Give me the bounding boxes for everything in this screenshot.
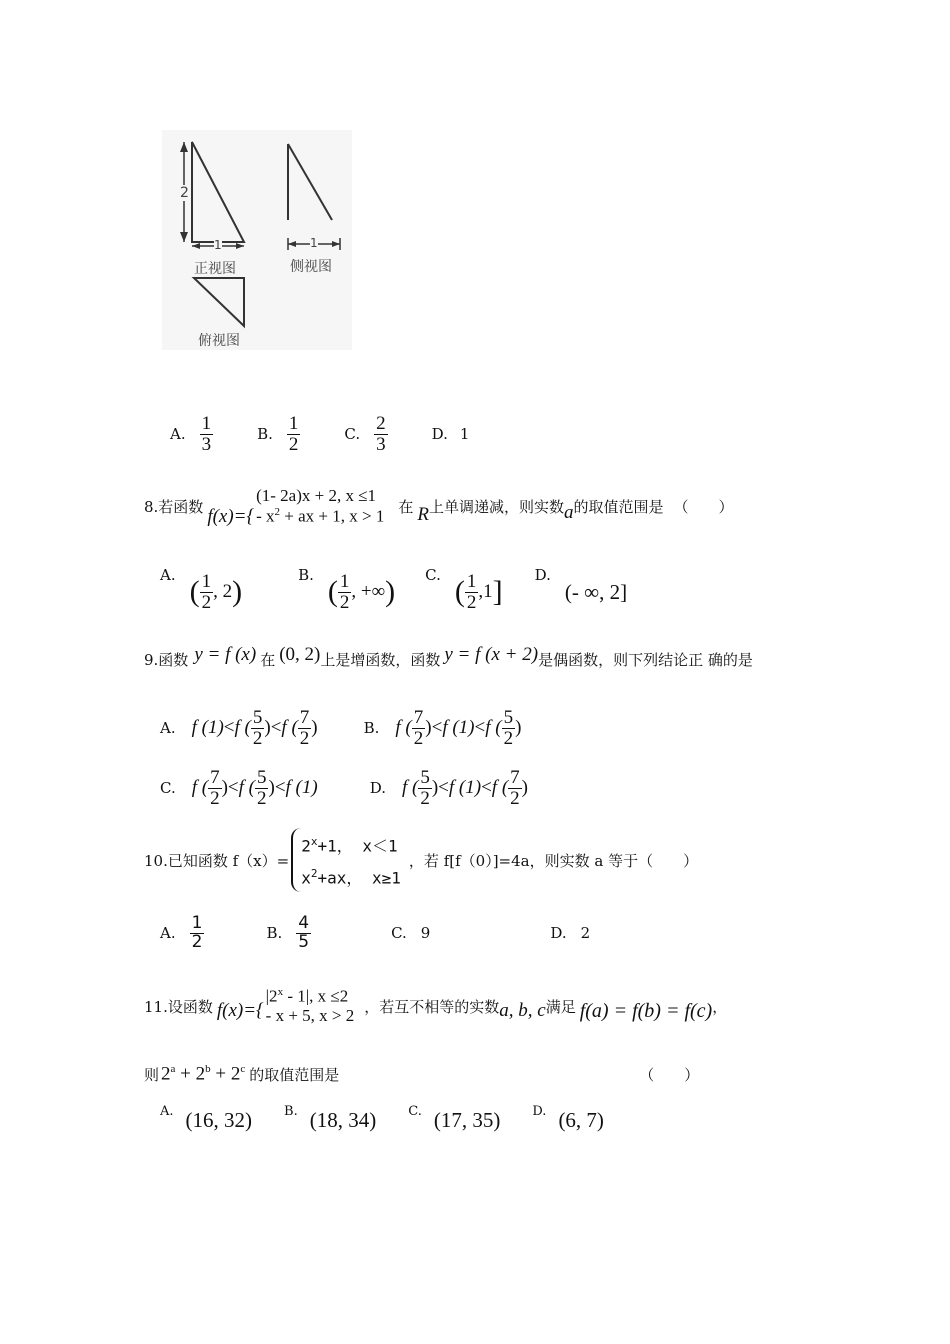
q10-option-b-letter: B. xyxy=(266,924,283,942)
height-label: 2 xyxy=(180,185,189,201)
top-view-label: 俯视图 xyxy=(198,333,240,349)
q9-prefix: 9.函数 xyxy=(144,650,189,669)
q10-option-c-value: 9 xyxy=(420,924,431,942)
q9-interval: (0, 2) xyxy=(279,644,321,665)
q9-mid: 上是增函数，函数 xyxy=(320,650,441,669)
q11-function: f(x)={ xyxy=(216,1000,264,1021)
side-view-label: 侧视图 xyxy=(290,259,332,275)
q10-option-a-letter: A. xyxy=(160,924,176,942)
q11-cases xyxy=(266,986,355,1027)
q10-stem xyxy=(144,830,698,890)
q10-option-c-letter: C. xyxy=(391,924,407,942)
q7-option-c-value: $\frac{2}{3}$ xyxy=(376,412,386,455)
q8-option-c-value: ( $\frac{1}{2}$ ,1 ] xyxy=(454,570,503,613)
q7-option-a-letter: A. xyxy=(170,425,186,443)
q10-cases xyxy=(291,828,401,893)
q7-option-b-letter: B. xyxy=(257,425,273,443)
front-width-label: 1 xyxy=(214,238,222,252)
q11-equation: f(a) = f(b) = f(c) xyxy=(579,999,713,1022)
q11-stem xyxy=(144,978,727,1034)
q11-line2 xyxy=(144,1060,699,1088)
q10-options xyxy=(160,910,590,956)
q7-option-b-value: $\frac{1}{2}$ xyxy=(288,412,299,455)
q11-mid: ，若互不相等的实数 xyxy=(364,997,500,1016)
q8-option-b-value: ( $\frac{1}{2}$ , +∞ ) xyxy=(327,570,396,613)
q8-option-d-letter: D. xyxy=(534,566,551,584)
q11-paren: （ ） xyxy=(639,1065,700,1084)
q10-case-2: $x^2+ax$， x≥1 xyxy=(301,867,401,888)
q8-option-d-value: (- ∞, 2] xyxy=(564,579,628,604)
q9-tail: 是偶函数，则下列结论正 确的是 xyxy=(538,650,753,669)
q9-option-c-value: f ( $\frac{7}{2}$ ) < f ( $\frac{5}{2}$ ) < f (1) xyxy=(191,766,318,809)
q8-option-a-letter: A. xyxy=(160,566,176,584)
front-view-label: 正视图 xyxy=(194,261,236,277)
q9-func2: y = f (x + 2) xyxy=(444,644,539,665)
q8-tail: 的取值范围是 xyxy=(573,497,664,516)
q7-options xyxy=(170,410,469,458)
q11-comma: ， xyxy=(712,997,728,1016)
q11-line2-prefix: 则 xyxy=(144,1065,160,1084)
q9-options-ab xyxy=(160,704,521,752)
q7-option-a-value: $\frac{1}{3}$ xyxy=(201,412,212,455)
q8-mid: 上单调递减，则实数 xyxy=(428,497,564,516)
q8-function: f(x)={ xyxy=(207,506,255,527)
top-view-triangle xyxy=(194,278,244,326)
q11-option-b-value: (18, 34) xyxy=(309,1107,377,1132)
q8-option-b-letter: B. xyxy=(298,566,314,584)
q9-option-a-letter: A. xyxy=(160,719,176,737)
q7-option-c-letter: C. xyxy=(344,425,361,443)
q8-option-a-value: ( $\frac{1}{2}$ , 2 ) xyxy=(189,570,243,613)
q9-option-d-letter: D. xyxy=(369,779,386,797)
q11-expression: $2^a + 2^b + 2^c$ xyxy=(161,1062,246,1085)
q11-option-d-value: (6, 7) xyxy=(558,1107,604,1132)
three-view-drawing xyxy=(162,130,352,350)
q8-case-2: - $x^2$ + ax + 1, x > 1 xyxy=(256,505,385,526)
q11-option-a-value: (16, 32) xyxy=(185,1107,253,1132)
q9-option-b-value: f ( $\frac{7}{2}$ ) < f (1) < f ( $\frac{5}{2}$ ) xyxy=(395,706,522,749)
q10-tail: ，若 f[f（0）]=4a，则实数 a 等于（ ） xyxy=(408,851,699,870)
q8-case-1: (1- 2a)x + 2, x ≤1 xyxy=(256,485,377,505)
q8-in: 在 xyxy=(398,497,414,516)
q11-option-c-letter: C. xyxy=(408,1104,422,1119)
q9-option-b-letter: B. xyxy=(363,719,380,737)
q11-option-c-value: (17, 35) xyxy=(433,1107,501,1132)
q8-options xyxy=(160,566,627,618)
q9-option-c-letter: C. xyxy=(160,779,176,797)
q9-options-cd xyxy=(160,764,528,812)
q9-option-a-value: f (1) < f ( $\frac{5}{2}$ ) < f ( $\frac{7}{2}$ ) xyxy=(191,706,318,749)
q10-option-d-value: 2 xyxy=(580,924,591,942)
q10-prefix: 10.已知函数 f（x）= xyxy=(144,851,290,870)
side-width-label: 1 xyxy=(310,236,318,250)
q11-line2-tail: 的取值范围是 xyxy=(249,1065,340,1084)
q11-vars: a, b, c xyxy=(499,1000,546,1021)
front-view-triangle xyxy=(192,142,244,242)
q11-case-1: |2$^x$ - 1|, x ≤2 xyxy=(265,985,349,1006)
q8-a: a xyxy=(563,502,574,523)
q7-option-d-letter: D. xyxy=(431,425,448,443)
q8-paren: （ ） xyxy=(673,497,734,516)
q10-option-d-letter: D. xyxy=(550,924,567,942)
q9-in: 在 xyxy=(260,650,276,669)
q8-R: R xyxy=(417,504,429,525)
q9-func1: y = f (x) xyxy=(194,644,257,665)
q9-stem xyxy=(144,644,753,674)
q10-option-a-value: $\frac{1}{2}$ xyxy=(191,912,203,952)
q11-option-a-letter: A. xyxy=(160,1104,174,1119)
q11-cond: 满足 xyxy=(545,997,576,1016)
q9-option-d-value: f ( $\frac{5}{2}$ ) < f (1) < f ( $\frac{7}{2}$ ) xyxy=(401,766,528,809)
q8-prefix: 8.若函数 xyxy=(144,497,204,516)
q10-option-b-value: $\frac{4}{5}$ xyxy=(298,912,310,952)
q11-prefix: 11.设函数 xyxy=(144,997,213,1016)
q8-cases xyxy=(256,486,384,527)
q7-option-d-value: 1 xyxy=(459,425,470,443)
q11-option-b-letter: B. xyxy=(284,1104,298,1119)
q10-case-1: $2^x+1$， x＜1 xyxy=(301,834,398,855)
q11-option-d-letter: D. xyxy=(532,1104,547,1119)
three-view-figure xyxy=(162,130,352,350)
q11-case-2: - x + 5, x > 2 xyxy=(265,1006,355,1026)
q8-option-c-letter: C. xyxy=(425,566,441,584)
q8-stem xyxy=(144,480,734,532)
q11-options xyxy=(160,1104,604,1136)
